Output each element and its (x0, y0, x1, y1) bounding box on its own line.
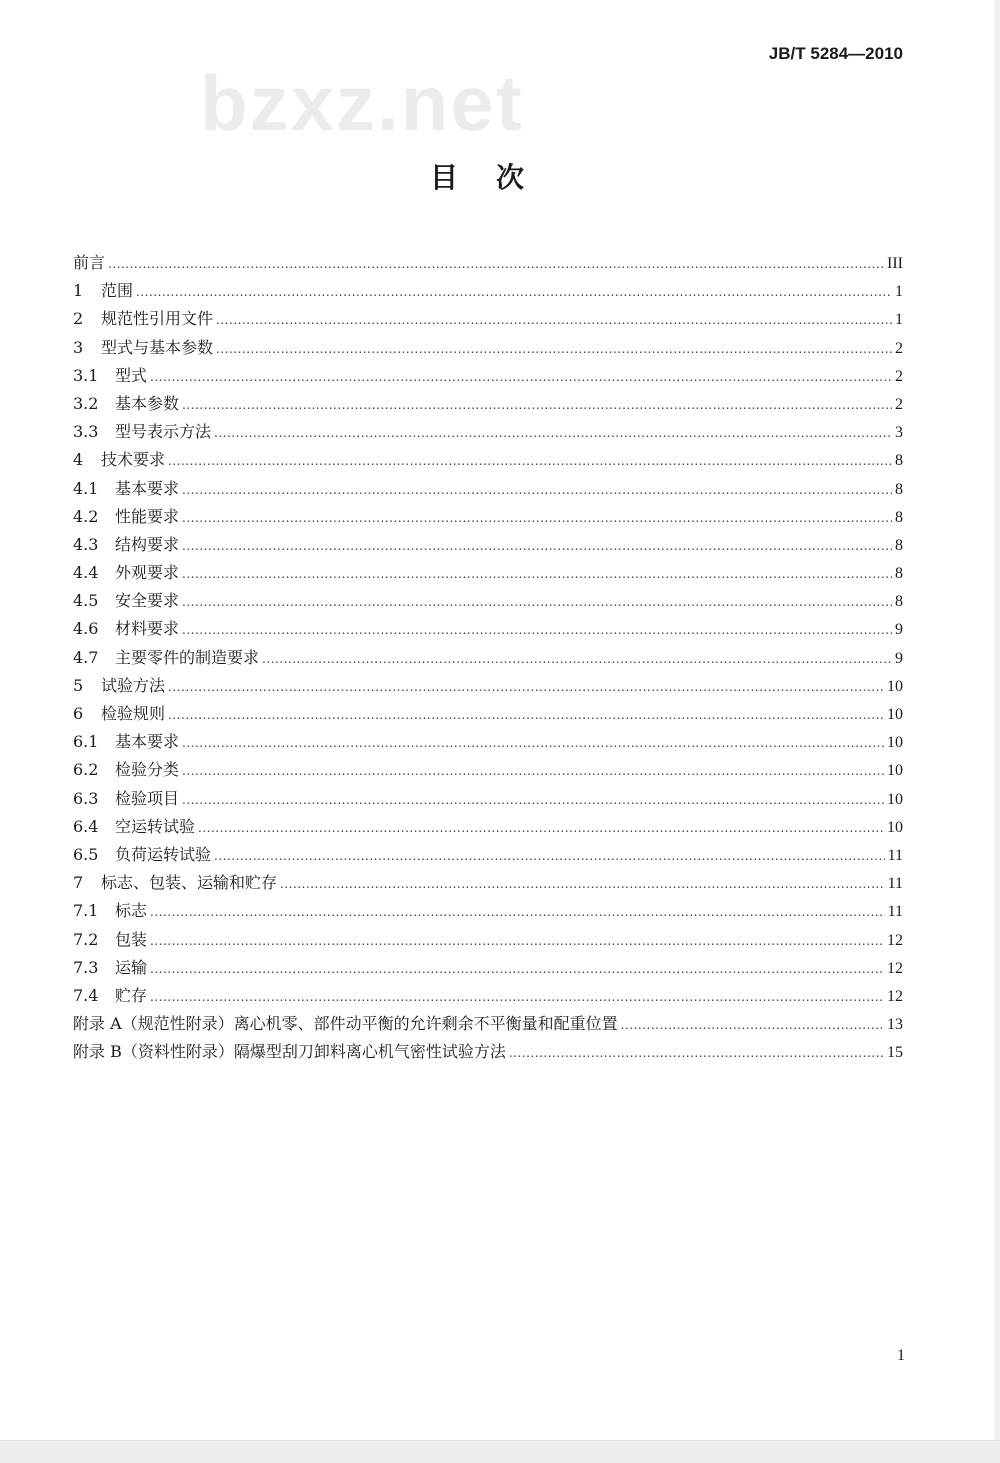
dot-leader (216, 306, 892, 333)
toc-entry-title: 外观要求 (115, 563, 180, 583)
toc-entry-title: 标志 (115, 901, 148, 921)
toc-entry-number: 6.5 (73, 844, 99, 864)
toc-entry[interactable] (73, 587, 903, 615)
toc-entry[interactable] (73, 249, 903, 277)
dot-leader (280, 870, 885, 897)
toc-entry-title: 附录 A（规范性附录）离心机零、部件动平衡的允许剩余不平衡量和配重位置 (73, 1014, 618, 1034)
toc-entry-title: 规范性引用文件 (101, 309, 214, 329)
dot-leader (182, 786, 884, 813)
dot-leader (198, 814, 884, 841)
toc-entry[interactable] (73, 672, 903, 700)
toc-entry-number: 4.5 (73, 591, 99, 611)
toc-entry-number: 4.3 (73, 534, 99, 554)
toc-entry-number: 3.1 (73, 365, 99, 385)
dot-leader (136, 278, 892, 305)
toc-entry[interactable] (73, 728, 903, 756)
toc-entry[interactable] (73, 869, 903, 897)
dot-leader (621, 1011, 884, 1038)
toc-entry[interactable] (73, 277, 903, 305)
toc-entry-title: 标志、包装、运输和贮存 (101, 873, 278, 893)
toc-entry-page: 9 (895, 649, 903, 667)
toc-entry-page: 10 (887, 790, 903, 808)
toc-entry-title: 负荷运转试验 (115, 844, 212, 864)
toc-entry-number: 4.7 (73, 647, 99, 667)
toc-entry-page: 11 (887, 846, 903, 864)
toc-entry[interactable] (73, 841, 903, 869)
standard-code: JB/T 5284—2010 (768, 44, 903, 63)
toc-entry-number: 6.3 (73, 788, 99, 808)
toc-entry[interactable] (73, 785, 903, 813)
toc-entry-number: 6.2 (73, 760, 99, 780)
toc-entry-page: 8 (895, 508, 903, 526)
toc-entry-title: 主要零件的制造要求 (115, 647, 260, 667)
toc-entry-number: 7.3 (73, 957, 99, 977)
page-title: 目次 (430, 161, 563, 194)
dot-leader (182, 757, 884, 784)
dot-leader (262, 645, 892, 672)
toc-entry-page: 11 (887, 903, 903, 921)
toc-entry-title: 型式与基本参数 (101, 337, 214, 357)
toc-entry-number: 2 (73, 309, 84, 329)
toc-entry-title: 贮存 (115, 985, 148, 1005)
toc-entry[interactable] (73, 1038, 903, 1066)
toc-entry[interactable] (73, 362, 903, 390)
page-number: 1 (897, 1347, 905, 1364)
dot-leader (150, 955, 884, 982)
toc-entry-number: 3.2 (73, 393, 99, 413)
dot-leader (509, 1039, 884, 1066)
toc-entry-title: 检验规则 (101, 704, 166, 723)
toc-entry-page: 15 (887, 1044, 903, 1062)
toc-entry-title: 前言 (73, 253, 106, 272)
toc-entry-number: 7.1 (73, 901, 99, 921)
toc-entry-number: 1 (73, 281, 84, 301)
toc-entry-page: III (887, 255, 903, 272)
toc-entry-number: 4.6 (73, 619, 99, 639)
toc-entry-number: 7 (73, 873, 84, 893)
toc-entry-page: 10 (887, 818, 903, 836)
dot-leader (182, 560, 892, 587)
toc-entry-page: 2 (895, 339, 903, 357)
toc-entry-page: 13 (887, 1016, 903, 1034)
toc-entry[interactable] (73, 334, 903, 362)
toc-entry-page: 2 (895, 395, 903, 413)
toc-entry-title: 技术要求 (101, 450, 166, 470)
dot-leader (214, 419, 892, 446)
toc-entry-title: 结构要求 (115, 534, 180, 554)
toc-entry-page: 10 (887, 706, 903, 723)
toc-entry-page: 12 (887, 931, 903, 949)
toc-entry-title: 性能要求 (115, 506, 180, 526)
toc-entry-title: 材料要求 (115, 619, 180, 639)
toc-entry[interactable] (73, 418, 903, 446)
toc-entry-page: 1 (895, 283, 903, 301)
toc-entry-page: 12 (887, 959, 903, 977)
toc-entry-page: 10 (887, 734, 903, 752)
table-of-contents (73, 249, 903, 1066)
toc-entry-title: 包装 (115, 929, 148, 949)
toc-entry-number: 4 (73, 450, 84, 470)
toc-entry[interactable] (73, 615, 903, 643)
toc-entry-number: 6.4 (73, 816, 99, 836)
toc-entry-page: 11 (887, 875, 903, 893)
dot-leader (168, 701, 884, 728)
dot-leader (182, 504, 892, 531)
toc-entry[interactable] (73, 982, 903, 1010)
dot-leader (182, 616, 892, 643)
toc-entry[interactable] (73, 897, 903, 925)
dot-leader (182, 588, 892, 615)
toc-entry-page: 8 (895, 452, 903, 470)
toc-entry[interactable] (73, 926, 903, 954)
toc-entry[interactable] (73, 531, 903, 559)
toc-entry-number: 6 (73, 704, 84, 723)
toc-entry-page: 9 (895, 621, 903, 639)
toc-entry-number: 4.2 (73, 506, 99, 526)
toc-entry[interactable] (73, 559, 903, 587)
page-bottom-strip (0, 1440, 1000, 1463)
toc-entry-page: 10 (887, 762, 903, 780)
toc-entry-title: 型号表示方法 (115, 422, 212, 442)
toc-entry-number: 4.1 (73, 478, 99, 498)
toc-entry[interactable] (73, 954, 903, 982)
dot-leader (182, 391, 892, 418)
toc-entry-title: 附录 B（资料性附录）隔爆型刮刀卸料离心机气密性试验方法 (73, 1042, 506, 1062)
toc-entry-title: 检验项目 (115, 788, 180, 808)
toc-entry-title: 型式 (115, 365, 148, 385)
dot-leader (108, 250, 884, 277)
dot-leader (150, 363, 892, 390)
dot-leader (150, 983, 884, 1010)
toc-entry[interactable] (73, 813, 903, 841)
toc-entry-title: 运输 (115, 957, 148, 977)
toc-entry-title: 检验分类 (115, 760, 180, 780)
toc-entry-title: 安全要求 (115, 591, 180, 611)
dot-leader (214, 842, 885, 869)
toc-entry-title: 基本要求 (115, 732, 180, 752)
toc-entry-title: 空运转试验 (115, 816, 196, 836)
toc-entry-title: 基本参数 (115, 393, 180, 413)
toc-entry-page: 8 (895, 480, 903, 498)
dot-leader (182, 476, 892, 503)
toc-entry-number: 3.3 (73, 422, 99, 442)
toc-entry-number: 5 (73, 675, 84, 695)
dot-leader (150, 898, 885, 925)
toc-entry[interactable] (73, 475, 903, 503)
toc-entry-page: 10 (887, 677, 903, 695)
toc-entry-number: 3 (73, 337, 84, 357)
toc-entry-title: 试验方法 (101, 675, 166, 695)
toc-entry[interactable] (73, 390, 903, 418)
dot-leader (168, 447, 892, 474)
toc-entry[interactable] (73, 1010, 903, 1038)
toc-entry[interactable] (73, 700, 903, 728)
toc-entry-page: 1 (895, 311, 903, 329)
toc-entry-title: 基本要求 (115, 478, 180, 498)
toc-entry-page: 2 (895, 367, 903, 385)
toc-entry-number: 7.2 (73, 929, 99, 949)
toc-entry-page: 8 (895, 565, 903, 583)
toc-entry-page: 12 (887, 987, 903, 1005)
toc-entry-title: 范围 (101, 281, 134, 301)
dot-leader (150, 927, 884, 954)
toc-entry-page: 8 (895, 593, 903, 611)
dot-leader (182, 729, 884, 756)
toc-entry-page: 8 (895, 536, 903, 554)
toc-entry-number: 6.1 (73, 732, 99, 752)
toc-entry[interactable] (73, 644, 903, 672)
dot-leader (216, 335, 892, 362)
watermark: bzxz.net (200, 59, 524, 147)
toc-entry[interactable] (73, 446, 903, 474)
toc-entry-number: 7.4 (73, 985, 99, 1005)
dot-leader (168, 673, 884, 700)
toc-entry[interactable] (73, 503, 903, 531)
toc-entry[interactable] (73, 756, 903, 784)
toc-entry-number: 4.4 (73, 563, 99, 583)
page-edge (994, 0, 1000, 1463)
dot-leader (182, 532, 892, 559)
toc-entry-page: 3 (895, 424, 903, 442)
toc-entry[interactable] (73, 305, 903, 333)
